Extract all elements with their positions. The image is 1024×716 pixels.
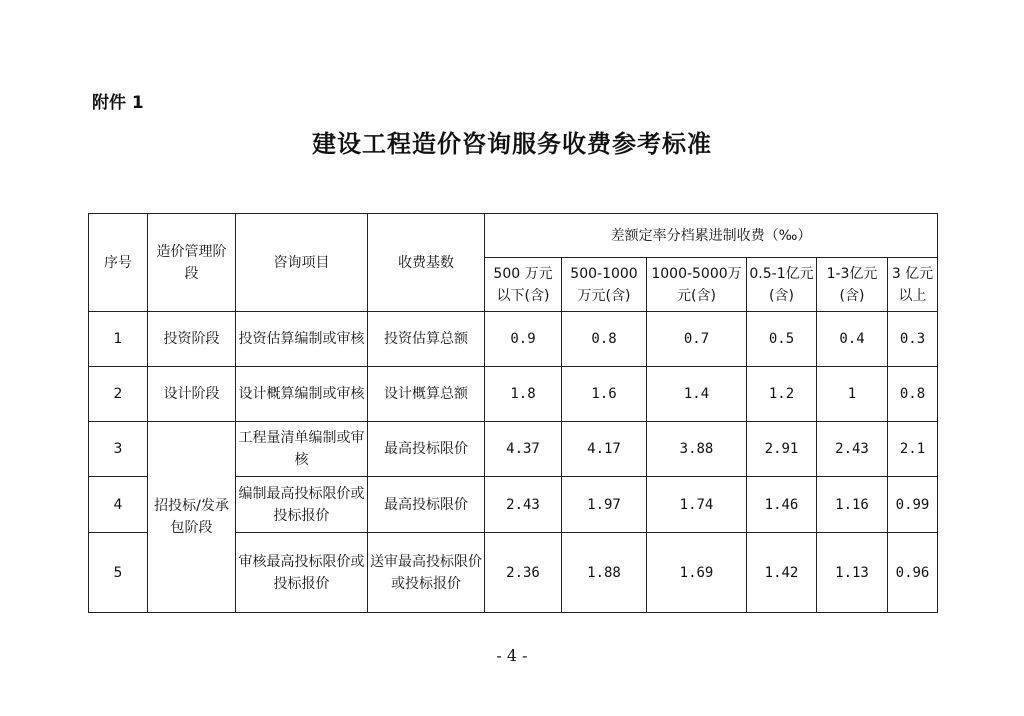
cell-seq: 1 — [89, 312, 148, 367]
cell-rate: 1.69 — [647, 533, 747, 613]
cell-seq: 4 — [89, 477, 148, 533]
page-number: - 4 - — [496, 646, 528, 665]
header-base: 收费基数 — [368, 214, 485, 312]
attachment-label: 附件 1 — [92, 93, 144, 113]
cell-rate: 0.7 — [647, 312, 747, 367]
header-row-1 — [89, 214, 938, 258]
cell-rate: 1.13 — [817, 533, 888, 613]
cell-rate: 0.8 — [562, 312, 647, 367]
header-tier-3: 1000-5000万元(含) — [647, 258, 747, 312]
cell-stage: 设计阶段 — [148, 367, 236, 422]
cell-base: 送审最高投标限价或投标报价 — [368, 533, 485, 613]
cell-item: 审核最高投标限价或投标报价 — [236, 533, 368, 613]
header-tier-2: 500-1000万元(含) — [562, 258, 647, 312]
cell-rate: 1.74 — [647, 477, 747, 533]
document-title: 建设工程造价咨询服务收费参考标准 — [312, 130, 712, 158]
cell-item: 投资估算编制或审核 — [236, 312, 368, 367]
fee-standard-table — [88, 213, 938, 613]
header-stage: 造价管理阶段 — [148, 214, 236, 312]
header-tier-5: 1-3亿元(含) — [817, 258, 888, 312]
cell-rate: 0.96 — [888, 533, 938, 613]
cell-rate: 0.3 — [888, 312, 938, 367]
cell-stage: 投资阶段 — [148, 312, 236, 367]
cell-rate: 1.42 — [747, 533, 817, 613]
cell-rate: 1.16 — [817, 477, 888, 533]
cell-base: 最高投标限价 — [368, 422, 485, 477]
table-row — [89, 312, 938, 367]
header-item: 咨询项目 — [236, 214, 368, 312]
header-tier-1: 500 万元以下(含) — [485, 258, 562, 312]
cell-item: 设计概算编制或审核 — [236, 367, 368, 422]
cell-rate: 1.8 — [485, 367, 562, 422]
cell-rate: 0.99 — [888, 477, 938, 533]
cell-rate: 1.2 — [747, 367, 817, 422]
header-tier-6: 3 亿元以上 — [888, 258, 938, 312]
cell-rate: 2.1 — [888, 422, 938, 477]
cell-base: 最高投标限价 — [368, 477, 485, 533]
cell-item: 工程量清单编制或审核 — [236, 422, 368, 477]
cell-seq: 5 — [89, 533, 148, 613]
cell-rate: 1.46 — [747, 477, 817, 533]
cell-stage-merged: 招投标/发承包阶段 — [148, 422, 236, 613]
cell-seq: 3 — [89, 422, 148, 477]
header-tier-4: 0.5-1亿元(含) — [747, 258, 817, 312]
cell-rate: 2.36 — [485, 533, 562, 613]
cell-rate: 3.88 — [647, 422, 747, 477]
cell-rate: 1.88 — [562, 533, 647, 613]
cell-item: 编制最高投标限价或投标报价 — [236, 477, 368, 533]
cell-rate: 0.5 — [747, 312, 817, 367]
cell-rate: 4.17 — [562, 422, 647, 477]
cell-rate: 2.43 — [485, 477, 562, 533]
cell-rate: 1.97 — [562, 477, 647, 533]
header-seq: 序号 — [89, 214, 148, 312]
cell-rate: 0.4 — [817, 312, 888, 367]
cell-rate: 0.9 — [485, 312, 562, 367]
cell-rate: 0.8 — [888, 367, 938, 422]
cell-rate: 1.4 — [647, 367, 747, 422]
cell-rate: 1 — [817, 367, 888, 422]
cell-rate: 2.91 — [747, 422, 817, 477]
cell-seq: 2 — [89, 367, 148, 422]
cell-base: 设计概算总额 — [368, 367, 485, 422]
cell-base: 投资估算总额 — [368, 312, 485, 367]
cell-rate: 1.6 — [562, 367, 647, 422]
table-row — [89, 367, 938, 422]
header-rate-group: 差额定率分档累进制收费（‰） — [485, 214, 938, 258]
cell-rate: 4.37 — [485, 422, 562, 477]
cell-rate: 2.43 — [817, 422, 888, 477]
table-row — [89, 422, 938, 477]
